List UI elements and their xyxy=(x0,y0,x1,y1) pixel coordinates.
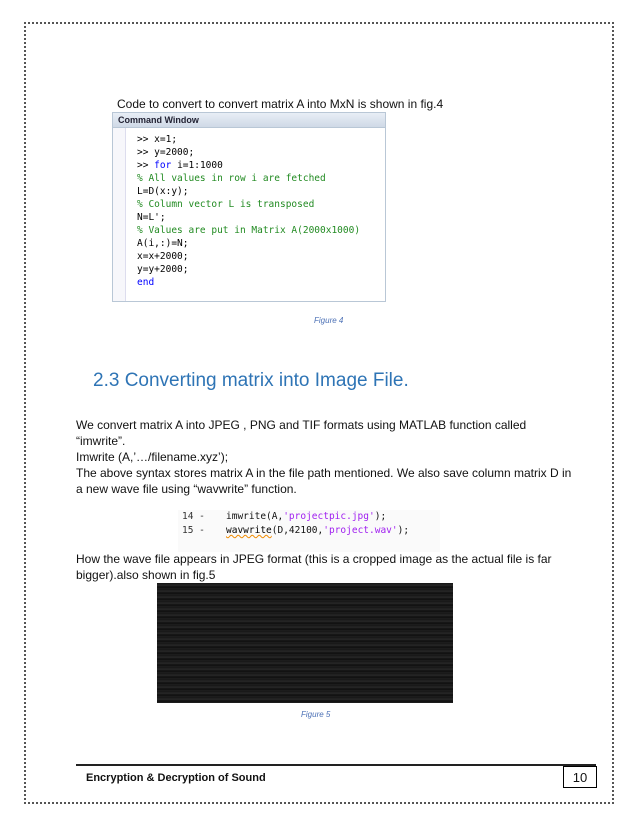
code-line: % Values are put in Matrix A(2000x1000) xyxy=(137,225,361,236)
code-line: >> y=2000; xyxy=(137,147,195,158)
code-line: >> for i=1:1000 xyxy=(137,160,223,171)
paragraph-1-line: Imwrite (A,’…/filename.xyz’); xyxy=(76,450,229,464)
figure-4-caption: Figure 4 xyxy=(314,316,344,325)
line-number: 14 - xyxy=(182,511,205,522)
paragraph-2-text: How the wave file appears in JPEG format (this is a cropped image as the actual file is far bigger).also shown in fig.5 xyxy=(76,552,552,582)
code-line: x=x+2000; xyxy=(137,251,189,262)
paragraph-2 xyxy=(76,551,596,583)
line-number: 15 - xyxy=(182,525,205,536)
paragraph-1-line: The above syntax stores matrix A in the file path mentioned. We also save column matrix D in a new wave file using “wavwrite” function. xyxy=(76,466,572,496)
code-line: y=y+2000; xyxy=(137,264,189,275)
intro-text: Code to convert to convert matrix A into MxN is shown in fig.4 xyxy=(117,97,444,111)
page-number: 10 xyxy=(563,766,597,788)
wave-image xyxy=(157,583,453,703)
code-line: L=D(x:y); xyxy=(137,186,189,197)
command-window-screenshot xyxy=(112,112,386,302)
code-line: N=L'; xyxy=(137,212,166,223)
footer-title: Encryption & Decryption of Sound xyxy=(86,772,266,784)
code-line-14 xyxy=(178,510,440,524)
code-end: ); xyxy=(374,511,387,522)
code-args: (D,42100, xyxy=(271,525,324,536)
imwrite-code-snippet xyxy=(178,510,440,552)
code-line: end xyxy=(137,277,155,288)
section-heading: 2.3 Converting matrix into Image File. xyxy=(93,370,409,391)
command-window-code xyxy=(137,133,360,289)
code-func-warning: wavwrite xyxy=(226,525,272,536)
footer-divider xyxy=(76,764,596,766)
figure-5-caption: Figure 5 xyxy=(301,710,331,719)
code-line: >> x=1; xyxy=(137,134,178,145)
code-func: imwrite(A, xyxy=(226,511,284,522)
code-line: % Column vector L is transposed xyxy=(137,199,315,210)
code-line-15 xyxy=(178,524,440,538)
code-line: % All values in row i are fetched xyxy=(137,173,326,184)
code-string: 'projectpic.jpg' xyxy=(283,511,375,522)
code-line: A(i,:)=N; xyxy=(137,238,189,249)
code-string: 'project.wav' xyxy=(323,525,398,536)
paragraph-1-line: We convert matrix A into JPEG , PNG and TIF formats using MATLAB function called “imwrite”. xyxy=(76,418,527,448)
command-window-gutter xyxy=(113,128,126,301)
command-window-title: Command Window xyxy=(113,113,385,128)
code-end: ); xyxy=(397,525,410,536)
paragraph-1 xyxy=(76,417,576,497)
